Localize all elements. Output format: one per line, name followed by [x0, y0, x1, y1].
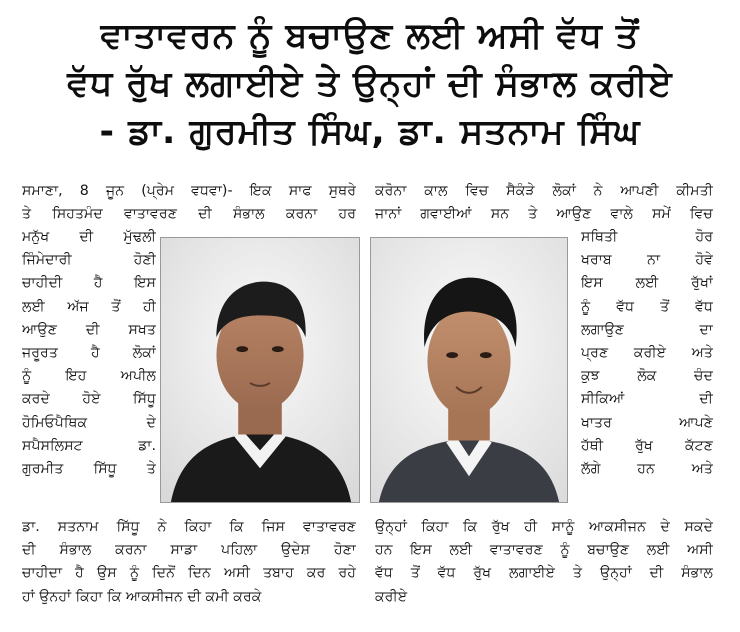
text-line: ਕੁਝ ਲੋਕ ਚੰਦ: [581, 368, 713, 385]
text-line: ਕਰਦੇ ਹੋਏ ਸਿੱਧੂ: [22, 391, 156, 408]
person-portrait-icon: [371, 238, 567, 502]
text-line: ਕਰੋਨਾ ਕਾਲ ਵਿਚ ਸੈਕੰੜੇ ਲੋਕਾਂ ਨੇ ਆਪਣੀ ਕੀਮਤੀ: [375, 183, 713, 199]
col2-side-text: [581, 226, 713, 481]
text-line: ਲਗਾਉਣ ਦਾ: [581, 321, 713, 338]
text-line: ਨੂੰ ਇਹ ਅਪੀਲ: [22, 368, 156, 385]
text-line: ਉਨ੍ਹਾਂ ਕਿਹਾ ਕਿ ਰੁੱਖ ਹੀ ਸਾਨੂੰ ਆਕਸੀਜਨ ਦੇ ਸਕਦੇ: [375, 519, 713, 535]
col1-top-text: [22, 180, 356, 226]
text-line: ਚਾਹੀਦਾ ਹੈ ਉਸ ਨੂੰ ਦਿਨੋਂ ਦਿਨ ਅਸੀ ਤਬਾਹ ਕਰ ਰਹੇ: [22, 565, 356, 582]
text-line: ਪ੍ਰਣ ਕਰੀਏ ਅਤੇ: [581, 344, 713, 361]
text-line: ਕਰੀਏ: [375, 588, 408, 605]
text-line: ਮਨੁੱਖ ਦੀ ਮੁੱਢਲੀ: [22, 229, 156, 245]
text-line: ਹੋਮਿਓਪੈਥਿਕ ਦੇ: [22, 414, 156, 431]
headline-line-3: - ਡਾ. ਗੁਰਮੀਤ ਸਿੰਘ, ਡਾ. ਸਤਨਾਮ ਸਿੰਘ: [99, 112, 641, 152]
col2-top-text: [375, 180, 713, 226]
text-line: ਗੁਰਮੀਤ ਸਿੱਧੂ ਤੇ: [22, 460, 156, 477]
text-line: ਸਪੈਸਲਿਸਟ ਡਾ.: [22, 437, 156, 454]
text-line: ਵੱਧ ਤੋਂ ਵੱਧ ਰੁੱਖ ਲਗਾਈਏ ਤੇ ਉਨ੍ਹਾਂ ਦੀ ਸੰਭਾਲ: [375, 565, 713, 582]
text-line: ਚਾਹੀਦੀ ਹੈ ਇਸ: [22, 275, 156, 292]
text-line: ਜਾਨਾਂ ਗਵਾਈਆਂ ਸਨ ਤੇ ਆਉਣ ਵਾਲੇ ਸਮੇਂ ਵਿਚ: [375, 206, 713, 223]
text-line: ਸਥਿਤੀ ਹੋਰ: [581, 229, 713, 245]
text-line: ਡਾ. ਸਤਨਾਮ ਸਿੱਧੂ ਨੇ ਕਿਹਾ ਕਿ ਜਿਸ ਵਾਤਾਵਰਣ: [22, 519, 356, 535]
text-line: ਤੇ ਸਿਹਤਮੰਦ ਵਾਤਾਵਰਣ ਦੀ ਸੰਭਾਲ ਕਰਨਾ ਹਰ: [22, 206, 356, 223]
col2-bottom-text: [375, 516, 713, 609]
person-portrait-icon: [161, 238, 359, 502]
text-line: ਖਾਤਰ ਆਪਣੇ: [581, 414, 713, 431]
col1-side-text: [22, 226, 156, 481]
text-line: ਇਸ ਲਈ ਰੁੱਖਾਂ: [581, 275, 713, 292]
text-line: ਹਾਂ ਉਨਹਾਂ ਕਿਹਾ ਕਿ ਆਕਸੀਜਨ ਦੀ ਕਮੀ ਕਰਕੇ: [22, 588, 262, 605]
text-line: ਆਉਣ ਦੀ ਸਖਤ: [22, 321, 156, 338]
headline: [0, 12, 740, 156]
text-line: ਨੂੰ ਵੱਧ ਤੋਂ ਵੱਧ: [581, 298, 713, 315]
headline-line-2: ਵੱਧ ਰੁੱਖ ਲਗਾਈਏ ਤੇ ਉਨ੍ਹਾਂ ਦੀ ਸੰਭਾਲ ਕਰੀਏ: [67, 64, 673, 104]
text-line: ਜਿੰਮੇਦਾਰੀ ਹੋਣੀ: [22, 252, 156, 269]
text-line: ਜਰੂਰਤ ਹੈ ਲੋਕਾਂ: [22, 344, 156, 361]
text-line: ਦੀ ਸੰਭਾਲ ਕਰਨਾ ਸਾਡਾ ਪਹਿਲਾ ਉਦੇਸ਼ ਹੋਣਾ: [22, 542, 356, 559]
portrait-photo-right: [370, 237, 568, 503]
text-line: ਸੀਕਿਆਂ ਦੀ: [581, 391, 713, 408]
text-line: ਸਮਾਣਾ, 8 ਜੂਨ (ਪ੍ਰੇਮ ਵਧਵਾ)- ਇਕ ਸਾਫ ਸੁਥਰੇ: [22, 183, 356, 199]
text-line: ਹੱਥੀ ਰੁੱਖ ਕੱਟਣ: [581, 437, 713, 454]
col1-bottom-text: [22, 516, 356, 609]
text-line: ਖਰਾਬ ਨਾ ਹੋਵੇ: [581, 252, 713, 269]
text-line: ਲੱਗੇ ਹਨ ਅਤੇ: [581, 460, 713, 477]
text-line: ਲਈ ਅੱਜ ਤੋਂ ਹੀ: [22, 298, 156, 315]
headline-line-1: ਵਾਤਾਵਰਨ ਨੂੰ ਬਚਾਉਣ ਲਈ ਅਸੀ ਵੱਧ ਤੋਂ: [100, 16, 640, 56]
portrait-photo-left: [160, 237, 360, 503]
text-line: ਹਨ ਇਸ ਲਈ ਵਾਤਾਵਰਣ ਨੂੰ ਬਚਾਉਣ ਲਈ ਅਸੀ: [375, 542, 713, 559]
